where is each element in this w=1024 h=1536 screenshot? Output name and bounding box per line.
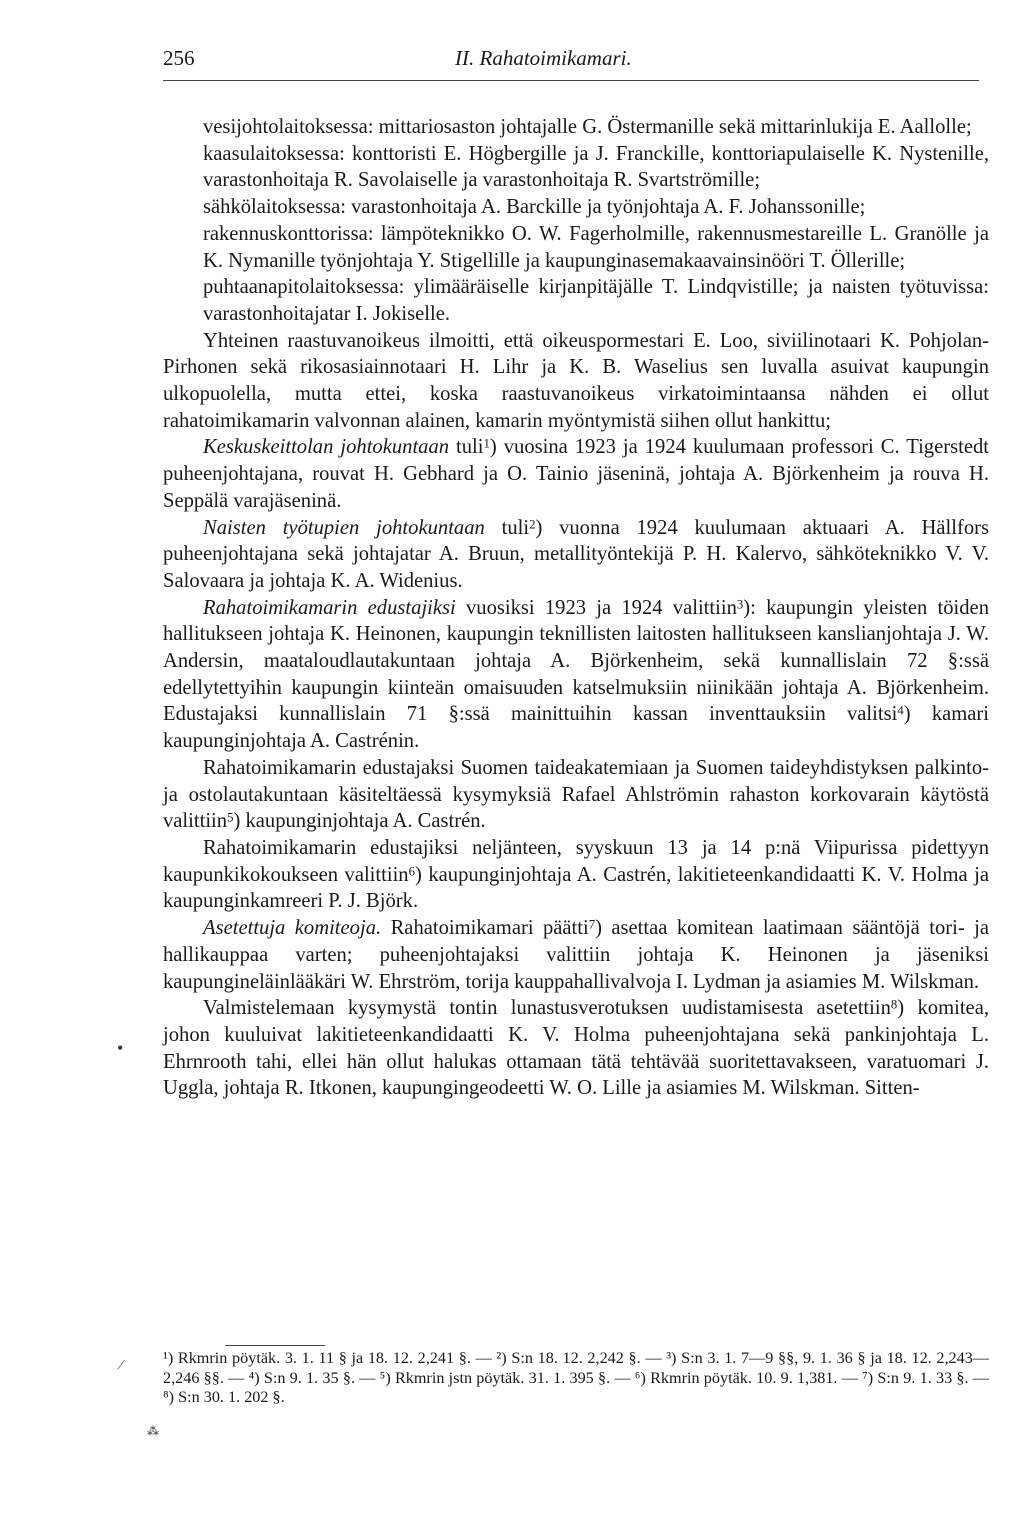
footnote-text: ¹) Rkmrin pöytäk. 3. 1. 11 § ja 18. 12. 2,241 §. — ²) S:n 18. 12. 2,242 §. — ³) S:n 3. 1. 7—9 §§, 9. 1. 36 § ja 18. 12. 2,243—2,246 §§. — ⁴) S:n 9. 1. 35 §. — ⁵) Rkmrin jstn pöytäk. 31. 1. 395 §. — ⁶) Rkmrin pöytäk. 10. 9. 1,381. — ⁷) S:n 9. 1. 33 §. — ⁸) S:n 30. 1. 202 §. xyxy=(163,1349,989,1406)
paragraph-tax-committee xyxy=(163,995,989,1102)
paragraph-electricity: sähkölaitoksessa: varastonhoitaja A. Barckille ja työnjohtaja A. F. Johanssonille; xyxy=(203,196,866,219)
footnote-rule xyxy=(225,1345,325,1346)
page-number: 256 xyxy=(163,46,195,70)
paragraph-text: Rahatoimikamarin edustajiksi neljänteen, syyskuun 13 ja 14 p:nä Viipurissa pidettyyn kaupunkikokoukseen valittiin xyxy=(163,836,989,886)
paragraph-womens-workshops xyxy=(163,515,989,595)
paragraph-building-office: rakennuskonttorissa: lämpöteknikko O. W. Fagerholmille, rakennusmestareille L. Granölle ja K. Nymanille työnjohtaja Y. Stigellille ja kaupunginasemakaavainsinööri T. Öllerille; xyxy=(203,222,989,272)
paragraph-text: ): kaupungin yleisten töiden hallitukseen johtaja K. Heinonen, kaupungin teknillisten laitosten hallitukseen kanslianjohtaja J. W. Andersin, maataloudlautakuntaan johtaja A. Björkenheim, sekä kunnallislain 72 §:ssä edellytettyihin kaupungin kiinteän omaisuuden katselmuksiin niinikään johtaja A. Björkenheim. Edustajaksi kunnallislain 71 §:ssä mainittuihin kassan inventtauksiin valitsi xyxy=(163,596,989,726)
italic-heading: Naisten työtupien johtokuntaan xyxy=(203,516,485,539)
paragraph-text: Rahatoimikamarin edustajaksi Suomen taideakatemiaan ja Suomen taideyhdistyksen palkinto- ja ostolautakuntaan käsiteltäessä kysymyksiä Rafael Ahlströmin rahaston korkovarain käytöstä valittiin xyxy=(163,756,989,833)
body-text xyxy=(163,114,989,1102)
footnote-ref: 8 xyxy=(890,997,898,1012)
footnote-ref: 7 xyxy=(588,917,596,932)
paragraph-text: vuosiksi 1923 ja 1924 valittiin xyxy=(455,596,737,619)
paragraph-text: Valmistelemaan kysymystä tontin lunastusverotuksen uudistamisesta asetettiin xyxy=(203,997,891,1020)
paragraph-art-academy xyxy=(163,755,989,835)
footnote-ref: 1 xyxy=(483,436,490,451)
page-header xyxy=(163,46,979,76)
paragraph-text: tuli xyxy=(484,516,530,539)
paragraph-text: tuli xyxy=(449,436,484,459)
italic-heading: Keskuskeittolan johtokuntaan xyxy=(203,436,450,459)
footnote-ref: 3 xyxy=(736,596,744,611)
footnote-ref: 2 xyxy=(529,516,536,531)
paragraph-central-kitchen xyxy=(163,434,989,514)
italic-heading: Asetettuja komiteoja. xyxy=(203,917,382,940)
paragraph-waterworks: vesijohtolaitoksessa: mittariosaston johtajalle G. Östermanille sekä mittarinlukija E. Aallolle; xyxy=(203,116,972,138)
paragraph-gasworks: kaasulaitoksessa: konttoristi E. Högbergille ja J. Franckille, konttoriapulaiselle K. Nystenille, varastonhoitaja R. Savolaiselle ja varastonhoitaja R. Svartströmille; xyxy=(203,142,989,192)
footnote-ref: 5 xyxy=(227,810,234,825)
paragraph-committees xyxy=(163,915,989,995)
paragraph-text: ) asettaa komitean laatimaan sääntöjä tori- ja hallikauppaa varten; puheenjohtajaksi valittiin johtaja K. Heinonen ja jäseniksi kaupungineläinlääkäri W. Ehrström, torija kauppahallivalvoja I. Lydman ja asiamies M. Wilskman. xyxy=(163,917,989,993)
paragraph-text: Rahatoimikamari päätti xyxy=(381,917,589,940)
paragraph-representatives xyxy=(163,595,989,755)
paragraph-sanitation: puhtaanapitolaitoksessa: ylimääräiselle kirjanpitäjälle T. Lindqvistille; ja naisten työtuvissa: varastonhoitajatar I. Jokiselle. xyxy=(203,276,989,325)
paragraph-text: ) kamari kaupunginjohtaja A. Castrénin. xyxy=(163,703,989,753)
italic-heading: Rahatoimikamarin edustajiksi xyxy=(203,596,456,619)
paragraph-text: ) vuonna 1924 kuulumaan aktuaari A. Hällfors puheenjohtajana sekä johtajatar A. Bruun, metallityöntekijä P. H. Kalervo, sähköteknikko V. V. Salovaara ja johtaja K. A. Widenius. xyxy=(163,516,989,592)
paragraph-court: Yhteinen raastuvanoikeus ilmoitti, että oikeuspormestari E. Loo, siviilinotaari K. Pohjolan-Pirhonen sekä rikosasiainnotaari H. Lihr ja K. B. Waselius sen luvalla asuivat kaupungin ulkopuolella, mutta ettei, koska raastuvanoikeus virkatoimintaansa nähden ei ollut rahatoimikamarin valvonnan alainen, kamarin myöntymistä siihen ollut hankittu; xyxy=(163,329,989,432)
footnotes xyxy=(163,1349,989,1408)
paragraph-text: ) komitea, johon kuuluivat lakitieteenkandidaatti K. V. Holma puheenjohtajana sekä pankinjohtaja L. Ehrnrooth tahi, ellei hän ollut halukas ottamaan tätä tehtävää suoritettavakseen, varatuomari J. Uggla, johtaja R. Itkonen, kaupungingeodeetti W. O. Lille ja asiamies M. Wilskman. Sitten- xyxy=(163,997,989,1100)
paragraph-city-meeting xyxy=(163,835,989,915)
paragraph-text: ) kaupunginjohtaja A. Castrén, lakitieteenkandidaatti K. V. Holma ja kaupunginkamreeri P. J. Björk. xyxy=(163,863,989,913)
paragraph-text: ) kaupunginjohtaja A. Castrén. xyxy=(233,810,486,833)
margin-smudge-mark: ⁂ xyxy=(147,1424,159,1438)
margin-dot-mark: • xyxy=(117,1038,124,1058)
footnote-ref: 6 xyxy=(408,863,415,878)
footnote-ref: 4 xyxy=(897,703,904,718)
header-rule xyxy=(163,80,979,81)
running-head: II. Rahatoimikamari. xyxy=(455,46,632,70)
margin-pen-mark: ⁄ xyxy=(120,1358,123,1373)
paragraph-text: ) vuosina 1923 ja 1924 kuulumaan professori C. Tigerstedt puheenjohtajana, rouvat H. Gebhard ja O. Tainio jäseninä, johtaja A. Björkenheim ja rouva H. Seppälä varajäseninä. xyxy=(163,436,989,512)
